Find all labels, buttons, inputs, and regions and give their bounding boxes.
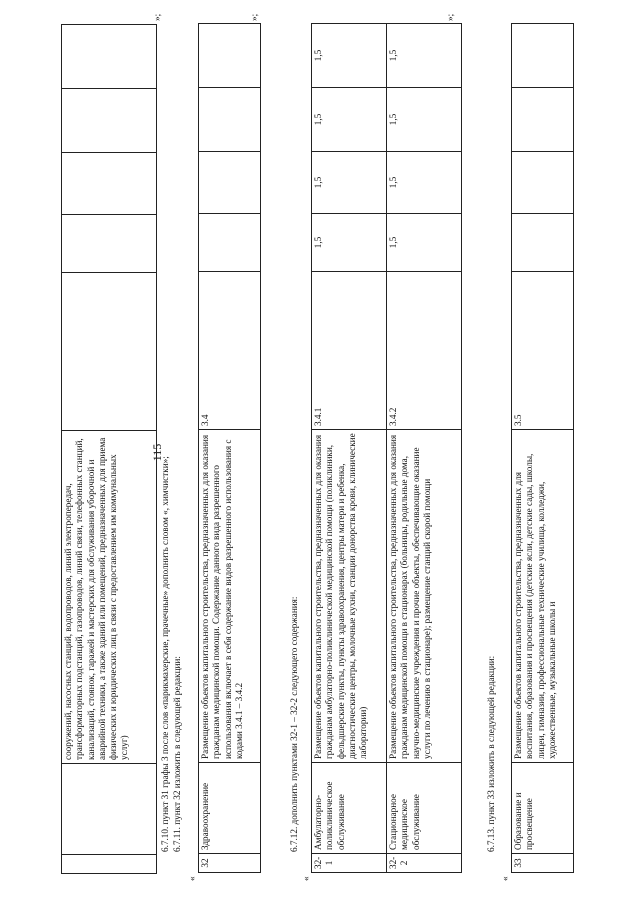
- cell-description: Размещение объектов капитального строительства, предназначенных для оказания гражданам медицинской помощи в стационарах (больницы, родильные дома, научно-медицинские учреждения и прочие объекты, обеспечивающие оказание услуги по лечению в стационаре); размещение станций скорой помощи: [387, 430, 462, 763]
- table-cell: [62, 89, 157, 153]
- cell-value: 1,5: [387, 24, 462, 88]
- closing-quote: »;: [152, 13, 162, 21]
- table-cell: [62, 215, 157, 273]
- cell-number: 32: [199, 854, 261, 873]
- table-item-32: [198, 23, 261, 873]
- cell-description: Размещение объектов капитального строительства, предназначенных для воспитания, образования и просвещения (детские ясли, детские сады, школы, лицеи, гимназии, профессиональные технические училища, колледжи, художественные, музыкальные школы и: [512, 430, 574, 763]
- table-cell: [512, 24, 574, 88]
- cell-number: 33: [512, 854, 574, 873]
- table-cell: [62, 273, 157, 431]
- cell-code: 3.4.1: [312, 272, 387, 430]
- cell-value: 1,5: [387, 152, 462, 214]
- table-cell: [62, 764, 157, 855]
- cell-code: 3.5: [512, 272, 574, 430]
- closing-quote: »;: [445, 13, 455, 21]
- cell-description: Размещение объектов капитального строительства, предназначенных для оказания гражданам амбулаторно-поликлинической медицинской помощи (поликлиники, фельдшерские пункты, пункты здравоохранения, центры матери и ребенка, диагностические центры, молочные кухни, станции донорства крови, клинические лаборатории): [312, 430, 387, 763]
- table-cell: [62, 153, 157, 215]
- table-row: [312, 24, 387, 873]
- table-items-32-1-32-2: [311, 23, 462, 873]
- cell-name: Здравоохранение: [199, 763, 261, 854]
- table-cell: [512, 152, 574, 214]
- closing-quote: »;: [249, 13, 259, 21]
- cell-code: 3.4: [199, 272, 261, 430]
- paragraph-6-7-13: 6.7.13. пункт 33 изложить в следующей редакции:: [486, 655, 496, 852]
- paragraph-6-7-12: 6.7.12. дополнить пунктами 32-1 – 32-2 следующего содержания:: [289, 596, 299, 852]
- table-row: [387, 24, 462, 873]
- cell-value: 1,5: [387, 214, 462, 272]
- opening-quote: «: [187, 876, 197, 881]
- table-cell: [199, 214, 261, 272]
- paragraph-6-7-11: 6.7.11. пункт 32 изложить в следующей редакции:: [172, 656, 182, 852]
- cell-value: 1,5: [312, 214, 387, 272]
- cell-number: 32-1: [312, 854, 387, 873]
- cell-number: 32-2: [387, 854, 462, 873]
- cell-name: Образование и просвещение: [512, 763, 574, 854]
- table-cell: [62, 25, 157, 89]
- page-number: 115: [150, 443, 164, 462]
- opening-quote: «: [301, 876, 311, 881]
- table-cell: [512, 88, 574, 152]
- table-cell: [62, 855, 157, 874]
- table-cell: [199, 152, 261, 214]
- table-cell: [199, 24, 261, 88]
- cell-name: Стационарное медицинское обслуживание: [387, 763, 462, 854]
- opening-quote: «: [500, 876, 510, 881]
- cell-description: Размещение объектов капитального строительства, предназначенных для оказания гражданам медицинской помощи. Содержание данного вида разрешенного использования включает в себя содержание видов разрешенного использования с кодами 3.4.1 – 3.4.2: [199, 430, 261, 763]
- paragraph-6-7-10: 6.7.10. пункт 31 графы 3 после слов «парикмахерские, прачечные» дополнить словом «, химчистки»;: [160, 456, 170, 852]
- cell-name: Амбулаторно-поликлиническое обслуживание: [312, 763, 387, 854]
- table-cell: [199, 88, 261, 152]
- cell-value: 1,5: [312, 152, 387, 214]
- cell-code: 3.4.2: [387, 272, 462, 430]
- table-item-33: [511, 23, 574, 873]
- table-continuation: [61, 24, 157, 874]
- cell-value: 1,5: [387, 88, 462, 152]
- cell-description: сооружений, насосных станций, водопроводов, линий электропередач, трансформаторных подстанций, газопроводов, линий связи, телефонных станций, канализаций, стоянок, гаражей и мастерских для обслуживания уборочной и аварийной техники, а также зданий или помещений, предназначенных для приема физических и юридических лиц в связи с предоставлением им коммунальных услуг): [62, 431, 157, 764]
- cell-value: 1,5: [312, 24, 387, 88]
- table-cell: [512, 214, 574, 272]
- cell-value: 1,5: [312, 88, 387, 152]
